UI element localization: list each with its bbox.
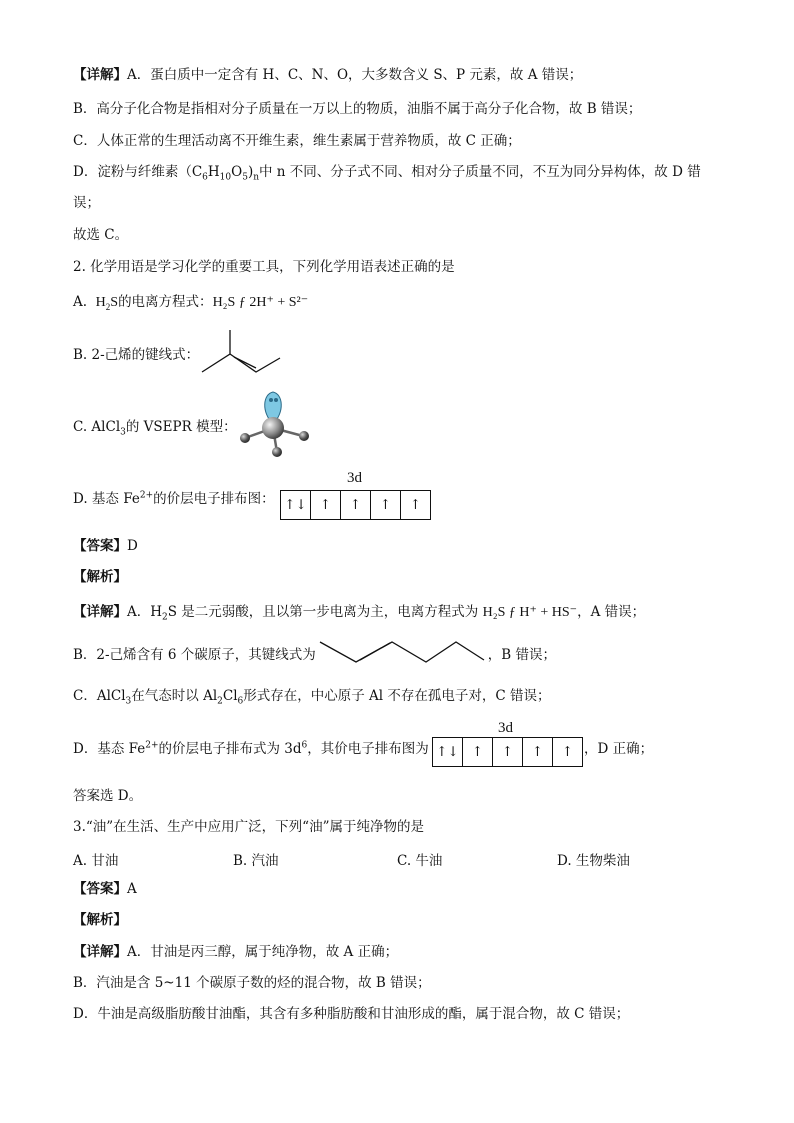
orbital-cell: ↑ (561, 744, 574, 760)
q2-exp-a-text: A．H (127, 604, 163, 620)
q2-option-a-label: A. (73, 294, 88, 310)
q2-exp-c-sub: 2 (217, 696, 223, 707)
q2-exp-d-sup: 6 (301, 740, 308, 751)
q1-d-sub: 6 (202, 172, 208, 183)
q3-exp-a-text: A．甘油是丙三醇，属于纯净物，故 A 正确； (127, 944, 399, 960)
orbital-cell: ↑ (341, 491, 371, 519)
orbital-cell: ↑ (523, 738, 553, 766)
q2-exp-a-text: ，A 错误； (577, 604, 646, 620)
q2-exp-d-text: 的价层电子排布式为 3d (158, 741, 302, 757)
q3-option-b: B. 汽油 (233, 853, 279, 869)
q2-d-text: D. 基态 Fe (73, 491, 140, 507)
q1-detail-a-text: A．蛋白质中一定含有 H、C、N、O，大多数含义 S、P 元素，故 A 错误； (127, 67, 583, 83)
orbital-cell: ↑↓ (433, 738, 463, 766)
q2-stem: 2. 化学用语是学习化学的重要工具，下列化学用语表述正确的是 (73, 259, 455, 275)
q2-c-text: 的 VSEPR 模型： (125, 419, 237, 435)
q3-answer (73, 880, 137, 898)
q3-option-c: C. 牛油 (397, 853, 443, 869)
q2-option-a (73, 293, 308, 312)
q2-exp-d (73, 740, 429, 758)
q2-d-sup: 2+ (139, 490, 154, 501)
orbital-cell: ↑ (371, 491, 401, 519)
q2-c-text: C. AlCl (73, 419, 121, 435)
q2-exp-orbital-label: 3d (498, 720, 513, 736)
q2-d-text: 的价层电子排布图： (153, 491, 275, 507)
q2-exp-d-text: ，其价电子排布图为 (307, 741, 429, 757)
q2-exp-c-text: C．AlCl (73, 688, 126, 704)
q3-exp-d: D．牛油是高级脂肪酸甘油酯，其含有多种脂肪酸和甘油形成的酯，属于混合物，故 C 错误； (73, 1006, 630, 1022)
q2-exp-a-text: S 是二元弱酸，且以第一步电离为主，电离方程式为 (167, 604, 483, 620)
q3-answer-value: A (127, 881, 137, 897)
q3-exp-b: B．汽油是含 5~11 个碳原子数的烃的混合物，故 B 错误； (73, 975, 431, 991)
q2-c-sub: 3 (120, 427, 126, 438)
q2-orbital-label: 3d (347, 470, 362, 486)
q2-answer (73, 537, 138, 555)
q2-exp-d-orbital-diagram (432, 737, 583, 767)
q2-answer-label: 【答案】 (73, 538, 127, 554)
q2-a-formula-sub: 2 (105, 301, 111, 312)
q1-d-text: D．淀粉与纤维素（C (73, 164, 203, 180)
q1-detail-b-line: B．高分子化合物是指相对分子质量在一万以上的物质，油脂不属于高分子化合物，故 B 错误； (73, 101, 642, 117)
q2-detail-label: 【详解】 (73, 604, 127, 620)
q3-answer-label: 【答案】 (73, 881, 127, 897)
q2-a-formula: S (110, 295, 119, 310)
q2-analysis-label: 【解析】 (73, 569, 127, 585)
q1-detail-d-line (73, 163, 701, 181)
q2-option-d-orbital-diagram (280, 490, 431, 520)
q2-exp-a (73, 603, 645, 622)
q1-d-sub: 5 (242, 172, 248, 183)
q1-detail-a-line (73, 66, 582, 84)
q2-exp-c (73, 687, 551, 705)
q2-exp-c-text: Cl (222, 688, 238, 704)
q3-option-a: A. 甘油 (73, 853, 119, 869)
orbital-cell: ↑ (463, 738, 493, 766)
q2-a-text: 的电离方程式： (118, 294, 213, 310)
q1-d-text: H (207, 164, 220, 180)
q3-option-d: D. 生物柴油 (557, 853, 630, 869)
q2-option-b-skeletal-formula (200, 328, 282, 376)
q1-detail-label: 【详解】 (73, 67, 127, 83)
q3-detail-label: 【详解】 (73, 944, 127, 960)
q2-exp-c-text: 形式存在，中心原子 Al 不存在孤电子对，C 错误； (243, 688, 551, 704)
q3-analysis-label: 【解析】 (73, 912, 127, 928)
q2-answer-value: D (127, 538, 138, 554)
q2-exp-b-text: B．2-己烯含有 6 个碳原子，其键线式为 (73, 647, 316, 663)
q2-a-equation: H₂S ƒ 2H⁺ + S²⁻ (212, 295, 309, 310)
q1-d-text: ) (247, 164, 254, 180)
q1-d-sub: n (253, 172, 260, 183)
q1-detail-d-line2: 误； (73, 195, 100, 211)
q1-d-sub: 10 (219, 172, 232, 183)
q2-exp-d-text: D．基态 Fe (73, 741, 146, 757)
q1-choice: 故选 C。 (73, 227, 129, 243)
orbital-cell: ↑ (493, 738, 523, 766)
q2-option-d (73, 490, 275, 508)
q2-exp-d-sup: 2+ (145, 740, 159, 751)
q2-exp-c-sub: 3 (125, 696, 132, 707)
q3-exp-a (73, 943, 398, 961)
orbital-cell: ↑ (409, 497, 422, 513)
q1-d-text: 中 n 不同、分子式不同、相对分子质量不同，不互为同分异构体，故 D 错 (259, 164, 701, 180)
orbital-cell: ↑ (311, 491, 341, 519)
q2-option-c-vsepr-model (237, 388, 315, 460)
q2-exp-b-skeletal-formula (318, 638, 488, 668)
q2-choice: 答案选 D。 (73, 788, 143, 804)
q2-exp-d-tail: ，D 正确； (584, 741, 654, 757)
q2-exp-a-sub: 2 (162, 612, 168, 623)
q2-exp-b-text: ，B 错误； (487, 647, 556, 663)
q2-exp-a-equation: H₂S ƒ H⁺ + HS⁻ (482, 605, 578, 620)
q3-stem: 3.“油”在生活、生产中应用广泛，下列“油”属于纯净物的是 (73, 819, 424, 835)
q2-exp-c-sub: 6 (237, 696, 244, 707)
q1-d-text: O (231, 164, 243, 180)
q1-detail-c-line: C．人体正常的生理活动离不开维生素，维生素属于营养物质，故 C 正确； (73, 133, 521, 149)
q2-option-b: B. 2-己烯的键线式： (73, 347, 200, 363)
orbital-cell: ↑↓ (281, 491, 311, 519)
q2-a-formula: H (95, 295, 106, 310)
q2-option-c (73, 418, 237, 436)
q2-exp-c-text: 在气态时以 Al (131, 688, 218, 704)
